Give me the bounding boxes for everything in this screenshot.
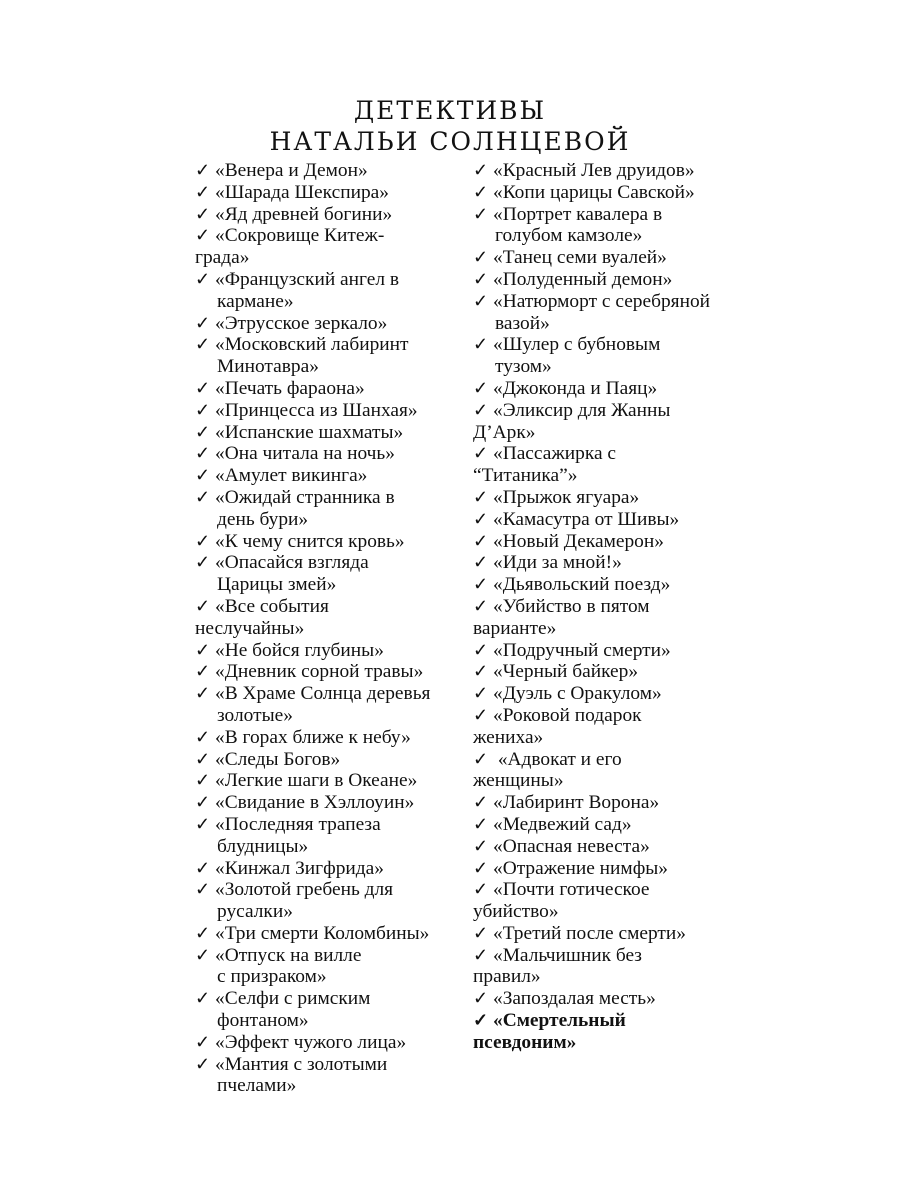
checkmark-icon: ✓ [473,530,489,551]
book-list-item [473,923,763,945]
checkmark-icon: ✓ [473,748,489,769]
book-list-item [473,661,763,683]
book-list-item [473,988,763,1010]
book-list-item [195,923,467,945]
book-title: «Эффект чужого лица» [215,1031,407,1053]
checkmark-icon: ✓ [195,312,211,333]
book-list-item [473,531,763,553]
book-list-item [195,945,467,989]
book-title: «Отпуск на вилле [215,944,362,966]
book-list-item [195,313,467,335]
checkmark-icon: ✓ [473,247,489,268]
book-title: «В горах ближе к небу» [215,726,411,748]
book-list-item [473,247,763,269]
checkmark-icon: ✓ [473,683,489,704]
book-title-continuation: с призраком» [217,966,327,988]
book-title-continuation: день бури» [217,508,309,530]
checkmark-icon: ✓ [473,595,489,616]
book-list-item [473,836,763,858]
checkmark-icon: ✓ [195,225,211,246]
checkmark-icon: ✓ [195,443,211,464]
book-list-item [195,858,467,880]
checkmark-icon: ✓ [473,181,489,202]
book-list-item [473,400,763,444]
book-title: «Следы Богов» [215,748,341,770]
book-title: «Пассажирка с [493,443,617,465]
book-title-continuation: блудницы» [217,835,309,857]
book-title: «Золотой гребень для [215,879,394,901]
checkmark-icon: ✓ [195,399,211,420]
book-list-item [473,509,763,531]
book-title: «Подручный смерти» [493,639,671,661]
book-list-item [195,400,467,422]
book-list-item [473,291,763,335]
book-title: «Свидание в Хэллоуин» [215,792,415,814]
checkmark-icon: ✓ [195,922,211,943]
book-title: «Шарада Шекспира» [215,181,389,203]
book-list-item [473,814,763,836]
book-list-item [473,945,763,989]
checkmark-icon: ✓ [195,160,211,180]
book-list-item [473,705,763,749]
book-list-item [195,683,467,727]
book-title: «Отражение нимфы» [493,857,668,879]
checkmark-icon: ✓ [473,160,489,180]
book-list-item [473,378,763,400]
book-title: «Запоздалая месть» [493,988,656,1010]
checkmark-icon: ✓ [195,465,211,486]
book-list-item [473,182,763,204]
book-title: «Полуденный демон» [493,268,673,290]
book-title: «Дьявольский поезд» [493,574,671,596]
book-title: «Все события [215,595,329,617]
checkmark-icon: ✓ [473,552,489,573]
checkmark-icon: ✓ [195,377,211,398]
book-title: «Мальчишник без [493,944,642,966]
checkmark-icon: ✓ [473,922,489,943]
book-list-item [195,269,467,313]
checkmark-icon: ✓ [473,813,489,834]
book-title: «Третий после смерти» [493,922,686,944]
book-title: «Натюрморт с серебряной [493,290,711,312]
book-title: «Эликсир для Жанны [493,399,671,421]
book-title-continuation: “Титаника”» [473,465,578,487]
book-list-item [195,1032,467,1054]
book-list-item [195,640,467,662]
book-list-item [473,204,763,248]
checkmark-icon: ✓ [473,443,489,464]
book-title: «Прыжок ягуара» [493,486,640,508]
book-title: «Кинжал Зигфрида» [215,857,384,879]
checkmark-icon: ✓ [473,334,489,355]
book-title: «Яд древней богини» [215,203,393,225]
book-list-item [473,749,763,793]
checkmark-icon: ✓ [195,661,211,682]
book-title: «Три смерти Коломбины» [215,922,430,944]
book-title-continuation: пчелами» [217,1075,297,1097]
book-title: «Черный байкер» [493,661,639,683]
book-title-continuation: вазой» [495,312,550,334]
book-title-continuation: золотые» [217,704,293,726]
book-title: «Копи царицы Савской» [493,181,695,203]
book-title: «Амулет викинга» [215,465,368,487]
checkmark-icon: ✓ [473,988,489,1009]
book-list-item [195,182,467,204]
checkmark-icon: ✓ [473,857,489,878]
book-list-item [195,487,467,531]
book-list-item [195,378,467,400]
checkmark-icon: ✓ [473,377,489,398]
checkmark-icon: ✓ [195,857,211,878]
book-title: «Новый Декамерон» [493,530,664,552]
checkmark-icon: ✓ [195,879,211,900]
book-title: «Джоконда и Паяц» [493,377,658,399]
checkmark-icon: ✓ [195,683,211,704]
book-list-item [195,443,467,465]
checkmark-icon: ✓ [195,421,211,442]
book-title: «Селфи с римским [215,988,371,1010]
book-list-item [195,1054,467,1098]
checkmark-icon: ✓ [195,726,211,747]
book-title: «Камасутра от Шивы» [493,508,680,530]
checkmark-icon: ✓ [473,290,489,311]
left-book-list [195,160,467,1097]
checkmark-icon: ✓ [473,399,489,420]
book-title: «Роковой подарок [493,704,642,726]
book-list-item [195,596,467,640]
book-title: «В Храме Солнца деревья [215,683,431,705]
checkmark-icon: ✓ [195,1053,211,1074]
checkmark-icon: ✓ [473,944,489,965]
book-list-item [195,988,467,1032]
checkmark-icon: ✓ [473,661,489,682]
book-list-item [473,640,763,662]
book-title-continuation: Минотавра» [217,356,319,378]
checkmark-icon: ✓ [195,813,211,834]
book-title: «Опасайся взгляда [215,552,369,574]
book-title: «Медвежий сад» [493,813,632,835]
book-title: «Французский ангел в [215,268,400,290]
book-title-continuation: женщины» [473,770,564,792]
book-title: «Смертельный [493,1010,626,1032]
right-book-list [473,160,763,1054]
book-list-item [473,683,763,705]
book-title: «Дневник сорной травы» [215,661,424,683]
checkmark-icon: ✓ [473,203,489,224]
checkmark-icon: ✓ [473,268,489,289]
book-title: «Печать фараона» [215,377,365,399]
checkmark-icon: ✓ [473,879,489,900]
book-title: «Венера и Демон» [215,160,368,181]
book-list-item [473,1010,763,1054]
book-list-item [195,727,467,749]
checkmark-icon: ✓ [195,486,211,507]
checkmark-icon: ✓ [195,639,211,660]
checkmark-icon: ✓ [195,792,211,813]
book-list-item [473,334,763,378]
book-list-item [473,879,763,923]
book-title: «Красный Лев друидов» [493,160,695,181]
checkmark-icon: ✓ [195,203,211,224]
book-title-continuation: Царицы змей» [217,574,337,596]
book-list-item [473,792,763,814]
book-title: «Адвокат и его [493,748,622,770]
book-title: «Портрет кавалера в [493,203,663,225]
checkmark-icon: ✓ [195,552,211,573]
book-list-item [195,160,467,182]
checkmark-icon: ✓ [195,944,211,965]
book-list-item [195,334,467,378]
book-list-item [473,858,763,880]
book-list-item [473,552,763,574]
book-title: «Опасная невеста» [493,835,650,857]
book-list-item [195,552,467,596]
book-title: «Дуэль с Оракулом» [493,683,662,705]
checkmark-icon: ✓ [473,792,489,813]
book-title-continuation: тузом» [495,356,552,378]
book-title: «Московский лабиринт [215,334,409,356]
book-title-continuation: псевдоним» [473,1031,577,1053]
checkmark-icon: ✓ [195,1031,211,1052]
book-list-item [195,422,467,444]
page-title-line-2: НАТАЛЬИ СОЛНЦЕВОЙ [269,127,631,156]
book-title: «Не бойся глубины» [215,639,384,661]
book-title: «Убийство в пятом [493,595,650,617]
checkmark-icon: ✓ [195,988,211,1009]
book-list-item [195,204,467,226]
book-title-continuation: града» [195,247,250,269]
book-title-continuation: варианте» [473,617,557,639]
book-title: «Сокровище Китеж- [215,225,385,247]
book-title: «Почти готическое [493,879,650,901]
checkmark-icon: ✓ [195,770,211,791]
checkmark-icon: ✓ [473,704,489,725]
checkmark-icon: ✓ [195,181,211,202]
book-title: «Испанские шахматы» [215,421,404,443]
book-title: «Мантия с золотыми [215,1053,388,1075]
book-title: «Она читала на ночь» [215,443,395,465]
book-list-item [473,443,763,487]
checkmark-icon: ✓ [473,835,489,856]
book-list-item [195,225,467,269]
checkmark-icon: ✓ [473,508,489,529]
book-list-item [195,465,467,487]
book-title: «Танец семи вуалей» [493,247,667,269]
checkmark-icon: ✓ [195,268,211,289]
checkmark-icon: ✓ [195,334,211,355]
book-title-continuation: кармане» [217,290,294,312]
book-list-item [195,661,467,683]
checkmark-icon: ✓ [473,574,489,595]
book-title-continuation: русалки» [217,901,293,923]
checkmark-icon: ✓ [473,486,489,507]
book-title: «Лабиринт Ворона» [493,792,660,814]
book-title-continuation: неслучайны» [195,617,305,639]
book-title: «Легкие шаги в Океане» [215,770,418,792]
book-title: «Шулер с бубновым [493,334,661,356]
book-title-continuation: фонтаном» [217,1010,309,1032]
book-title: «Принцесса из Шанхая» [215,399,418,421]
book-title-continuation: Д’Арк» [473,421,536,443]
book-list-item [195,792,467,814]
book-list-item [473,596,763,640]
book-list-item [195,814,467,858]
checkmark-icon: ✓ [195,595,211,616]
book-title: «К чему снится кровь» [215,530,405,552]
book-list-item [473,574,763,596]
book-list-item [195,749,467,771]
book-title-continuation: жениха» [473,726,544,748]
book-list-item [195,770,467,792]
book-title: «Последняя трапеза [215,813,381,835]
book-list-item [473,269,763,291]
page-title-line-1: ДЕТЕКТИВЫ [353,96,547,125]
checkmark-icon: ✓ [195,530,211,551]
checkmark-icon: ✓ [195,748,211,769]
book-title-continuation: голубом камзоле» [495,225,643,247]
book-title: «Этрусское зеркало» [215,312,388,334]
book-list-item [195,879,467,923]
checkmark-icon: ✓ [473,1010,489,1031]
book-title-continuation: убийство» [473,901,559,923]
checkmark-icon: ✓ [473,639,489,660]
book-list-item [473,487,763,509]
book-title: «Иди за мной!» [493,552,622,574]
book-title: «Ожидай странника в [215,486,395,508]
book-list-item [195,531,467,553]
book-list-item [473,160,763,182]
book-title-continuation: правил» [473,966,541,988]
